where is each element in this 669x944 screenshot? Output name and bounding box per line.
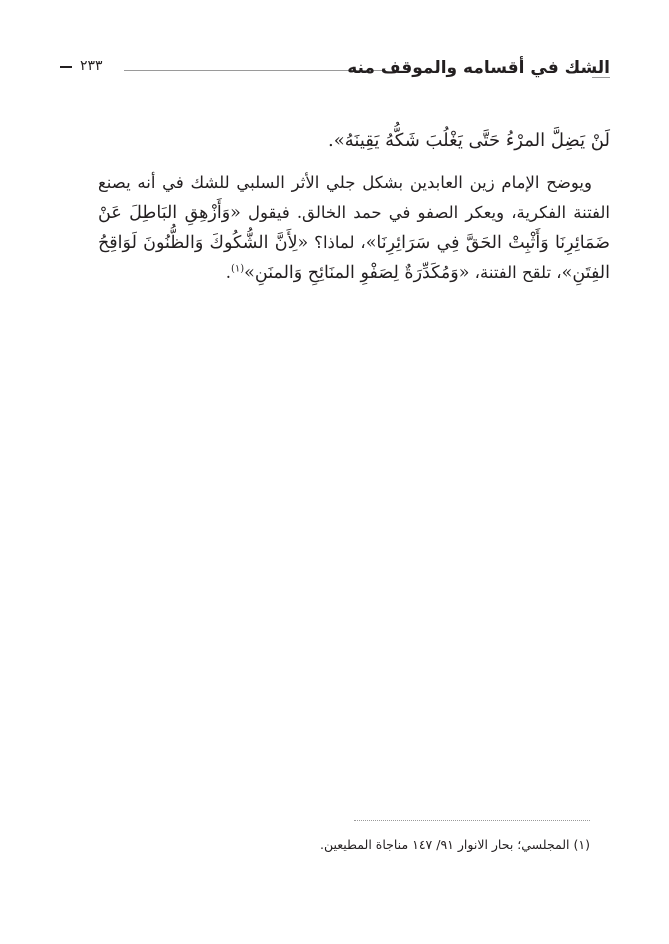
footnote-marker: (١) (230, 263, 245, 275)
quote-line: لَنْ يَضِلَّ المرْءُ حَتَّى يَغْلُبَ شَكُّهُ يَقِينَهُ». (328, 130, 610, 151)
main-text (98, 126, 610, 288)
supplication-quote: «وَمُكَدِّرَةٌ لِصَفْوِ المنَائِحِ وَالمنَنِ» (244, 263, 470, 283)
body-paragraph (98, 168, 610, 288)
footnote: (١) المجلسي؛ بحار الانوار ٩١/ ١٤٧ مناجاة المطيعين. (319, 837, 590, 852)
page-number: ٢٣٣ (80, 58, 103, 74)
page-number-dash (60, 66, 72, 68)
paragraph-text: ، لماذا؟ (308, 233, 366, 252)
supplication-quote: «وَأَزْهِقِ البَاطِلَ عَنْ ضَمَائِرِنَا وَأَثْبِتْ الحَقَّ فِي سَرَائِرِنَا» (98, 203, 611, 253)
running-header-title: الشك في أقسامه والموقف منه (347, 58, 610, 78)
page-header (60, 52, 610, 84)
paragraph-text: ويوضح الإمام زين العابدين بشكل جلي الأثر السلبي للشك في أنه يصنع الفتنة الفكرية، ويعكر الصفو في حمد الخالق. فيقول (98, 173, 611, 222)
footnote-divider (354, 820, 590, 821)
supplication-quote: «لِأَنَّ الشُّكُوكَ وَالظُّنُونَ لَوَاقِحُ الفِتَنِ» (98, 233, 610, 283)
paragraph-end: . (225, 263, 231, 282)
paragraph-text: ، تلقح الفتنة، (469, 263, 562, 282)
header-rule-accent (592, 77, 610, 78)
